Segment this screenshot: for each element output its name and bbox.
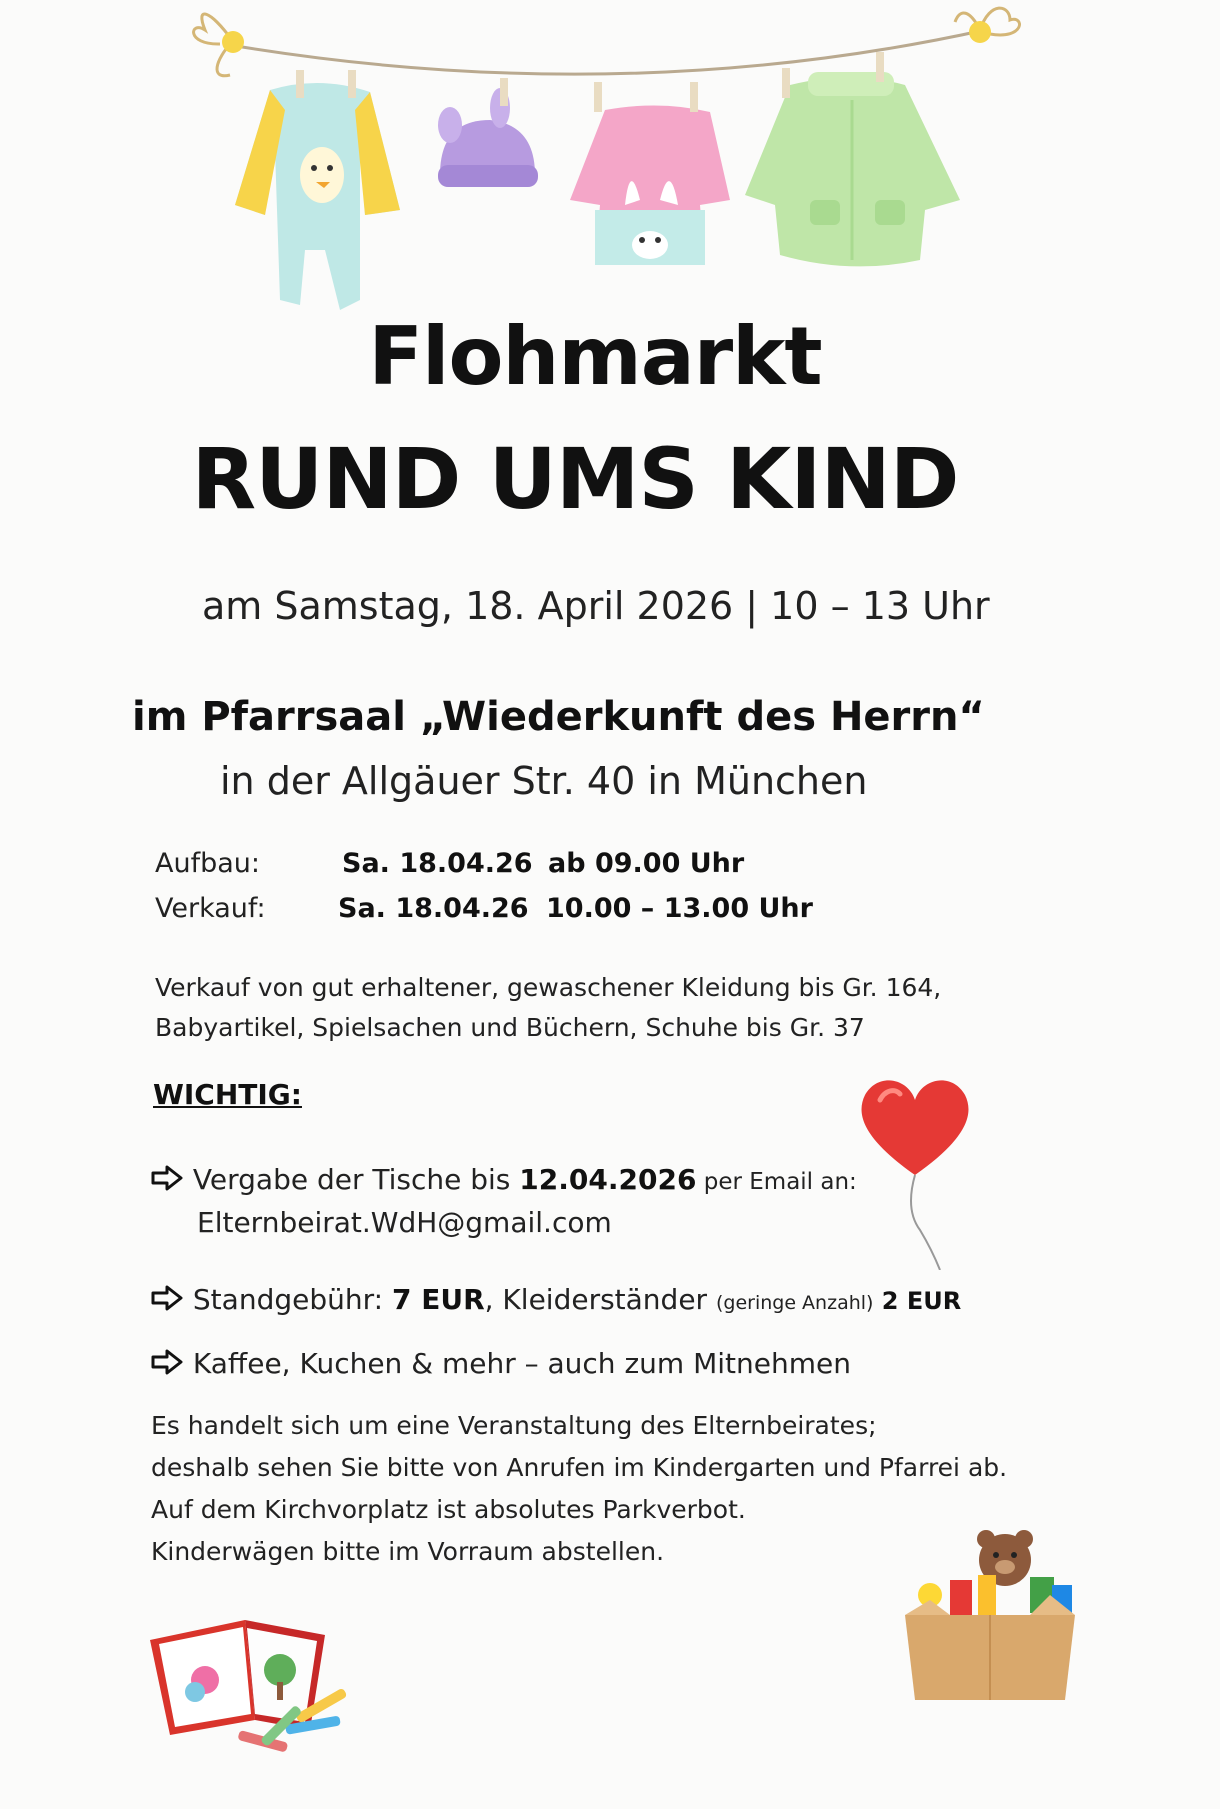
rack-note: (geringe Anzahl) xyxy=(715,1292,874,1314)
event-venue: im Pfarrsaal „Wiederkunft des Herrn“ xyxy=(132,694,985,740)
sale-description xyxy=(155,968,941,1048)
title-rund-ums-kind: RUND UMS KIND xyxy=(191,430,959,528)
event-date-line: am Samstag, 18. April 2026 | 10 – 13 Uhr xyxy=(202,584,990,628)
schedule-date: Sa. 18.04.26 xyxy=(338,893,529,924)
title-flohmarkt: Flohmarkt xyxy=(368,310,822,403)
clothesline-illustration xyxy=(0,0,1220,320)
picture-book-crayons-illustration xyxy=(145,1600,365,1760)
heart-balloon-icon xyxy=(850,1070,980,1270)
green-cardigan-illustration xyxy=(745,52,960,266)
rack-fee: 2 EUR xyxy=(873,1287,962,1315)
toy-box-illustration xyxy=(890,1525,1090,1715)
schedule-label: Verkauf: xyxy=(155,893,266,924)
description-line: Babyartikel, Spielsachen und Büchern, Schuhe bis Gr. 37 xyxy=(155,1013,865,1042)
right-bow xyxy=(955,8,1020,43)
schedule-time: 10.00 – 13.00 Uhr xyxy=(546,893,813,924)
baby-hat-illustration xyxy=(438,78,538,187)
arrow-right-outline-icon xyxy=(150,1349,184,1382)
note-line: Es handelt sich um eine Veranstaltung des Elternbeirates; xyxy=(151,1411,877,1440)
fees-prefix: Standgebühr: xyxy=(192,1283,392,1316)
note-line: deshalb sehen Sie bitte von Anrufen im Kindergarten und Pfarrei ab. xyxy=(151,1453,1008,1482)
tables-prefix: Vergabe der Tische bis xyxy=(192,1163,520,1196)
event-address: in der Allgäuer Str. 40 in München xyxy=(220,759,868,803)
tables-deadline: 12.04.2026 xyxy=(519,1163,697,1196)
food-text: Kaffee, Kuchen & mehr – auch zum Mitnehmen xyxy=(192,1347,851,1380)
description-line: Verkauf von gut erhaltener, gewaschener Kleidung bis Gr. 164, xyxy=(155,973,942,1002)
note-line: Kinderwägen bitte im Vorraum abstellen. xyxy=(151,1537,665,1566)
bullet-stand-fee xyxy=(150,1283,961,1318)
stand-fee: 7 EUR xyxy=(391,1283,485,1316)
left-bow xyxy=(194,14,244,76)
tables-suffix: per Email an: xyxy=(696,1169,857,1195)
fees-middle: , Kleiderständer xyxy=(484,1283,716,1316)
notes-block xyxy=(151,1405,1007,1573)
schedule-date: Sa. 18.04.26 xyxy=(342,848,533,879)
arrow-right-outline-icon xyxy=(150,1285,184,1318)
arrow-right-outline-icon xyxy=(150,1165,184,1198)
pink-sweater-illustration xyxy=(570,82,730,265)
schedule-row-verkauf xyxy=(155,893,266,924)
bullet-food xyxy=(150,1347,851,1382)
onesie-illustration xyxy=(235,70,400,310)
contact-email[interactable]: Elternbeirat.WdH@gmail.com xyxy=(197,1206,612,1239)
important-heading: WICHTIG: xyxy=(153,1078,302,1111)
schedule-time: ab 09.00 Uhr xyxy=(548,848,745,879)
schedule-label: Aufbau: xyxy=(155,848,260,879)
schedule-row-aufbau xyxy=(155,848,260,879)
bullet-table-assignment xyxy=(150,1163,857,1198)
note-line: Auf dem Kirchvorplatz ist absolutes Parkverbot. xyxy=(151,1495,746,1524)
